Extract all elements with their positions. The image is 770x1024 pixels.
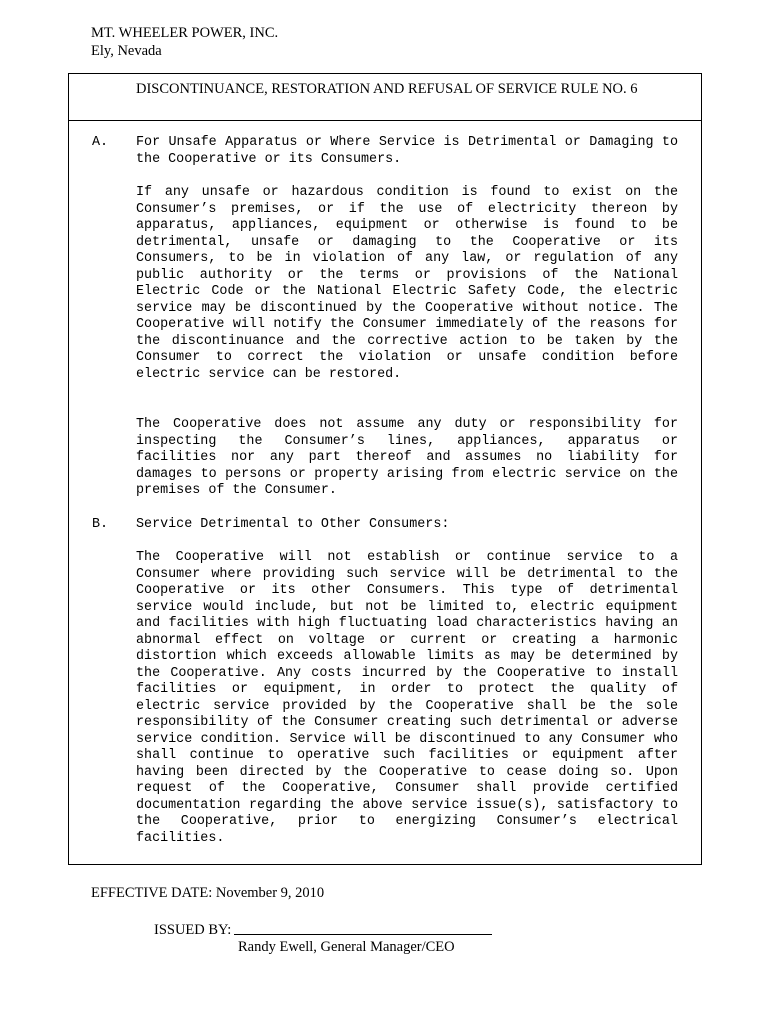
title-divider — [68, 120, 702, 121]
section-b-heading: Service Detrimental to Other Consumers: — [136, 517, 450, 532]
section-b-paragraph-1: The Cooperative will not establish or continue service to a Consumer where providing such service will be detrimental to the Cooperative or its other Consumers. This type of detrimental service would include, but not be limited to, electric equipment and facilities with high fluctuating load characteristics having an abnormal effect on voltage or current or creating a harmonic distortion which exceeds allowable limits as may be determined by the Cooperative. Any costs incurred by the Cooperative to install facilities or equipment, in order to protect the quality of electric service provided by the Cooperative shall be the sole responsibility of the Consumer creating such detrimental or adverse service condition. Service will be discontinued to any Consumer who shall continue to operative such facilities or equipment after having been directed by the Cooperative to cease doing so. Upon request of the Cooperative, Consumer shall provide certified documentation regarding the above service issue(s), satisfactory to the Cooperative, prior to energizing Consumer’s electrical facilities. — [136, 550, 678, 846]
company-name: MT. WHEELER POWER, INC. — [91, 25, 279, 41]
section-a-paragraph-2: The Cooperative does not assume any duty or responsibility for inspecting the Consumer’s lines, appliances, apparatus or facilities nor any part thereof and assumes no liability for damages to persons or property arising from electric service on the premises of the Consumer. — [136, 417, 678, 498]
company-location: Ely, Nevada — [91, 43, 162, 59]
signature-line — [234, 934, 492, 935]
section-a-heading: For Unsafe Apparatus or Where Service is Detrimental or Damaging to the Cooperative or its Consumers. — [136, 135, 678, 167]
signer-name: Randy Ewell, General Manager/CEO — [238, 939, 455, 955]
section-a-paragraph-1: If any unsafe or hazardous condition is found to exist on the Consumer’s premises, or if the use of electricity thereon by apparatus, appliances, equipment or otherwise is found to be detrimental, unsafe or damaging to the Cooperative or its Consumers, to be in violation of any law, or regulation of any public authority or the terms or provisions of the National Electric Code or the National Electric Safety Code, the electric service may be discontinued by the Cooperative without notice. The Cooperative will notify the Consumer immediately of the reasons for the discontinuance and the corrective action to be taken by the Consumer to correct the violation or unsafe condition before electric service can be restored. — [136, 185, 678, 382]
rule-title: DISCONTINUANCE, RESTORATION AND REFUSAL OF SERVICE RULE NO. 6 — [136, 81, 638, 97]
section-a-letter: A. — [92, 135, 109, 150]
effective-date: EFFECTIVE DATE: November 9, 2010 — [91, 885, 325, 901]
section-b-letter: B. — [92, 517, 109, 532]
issued-by-label: ISSUED BY: — [154, 922, 232, 938]
